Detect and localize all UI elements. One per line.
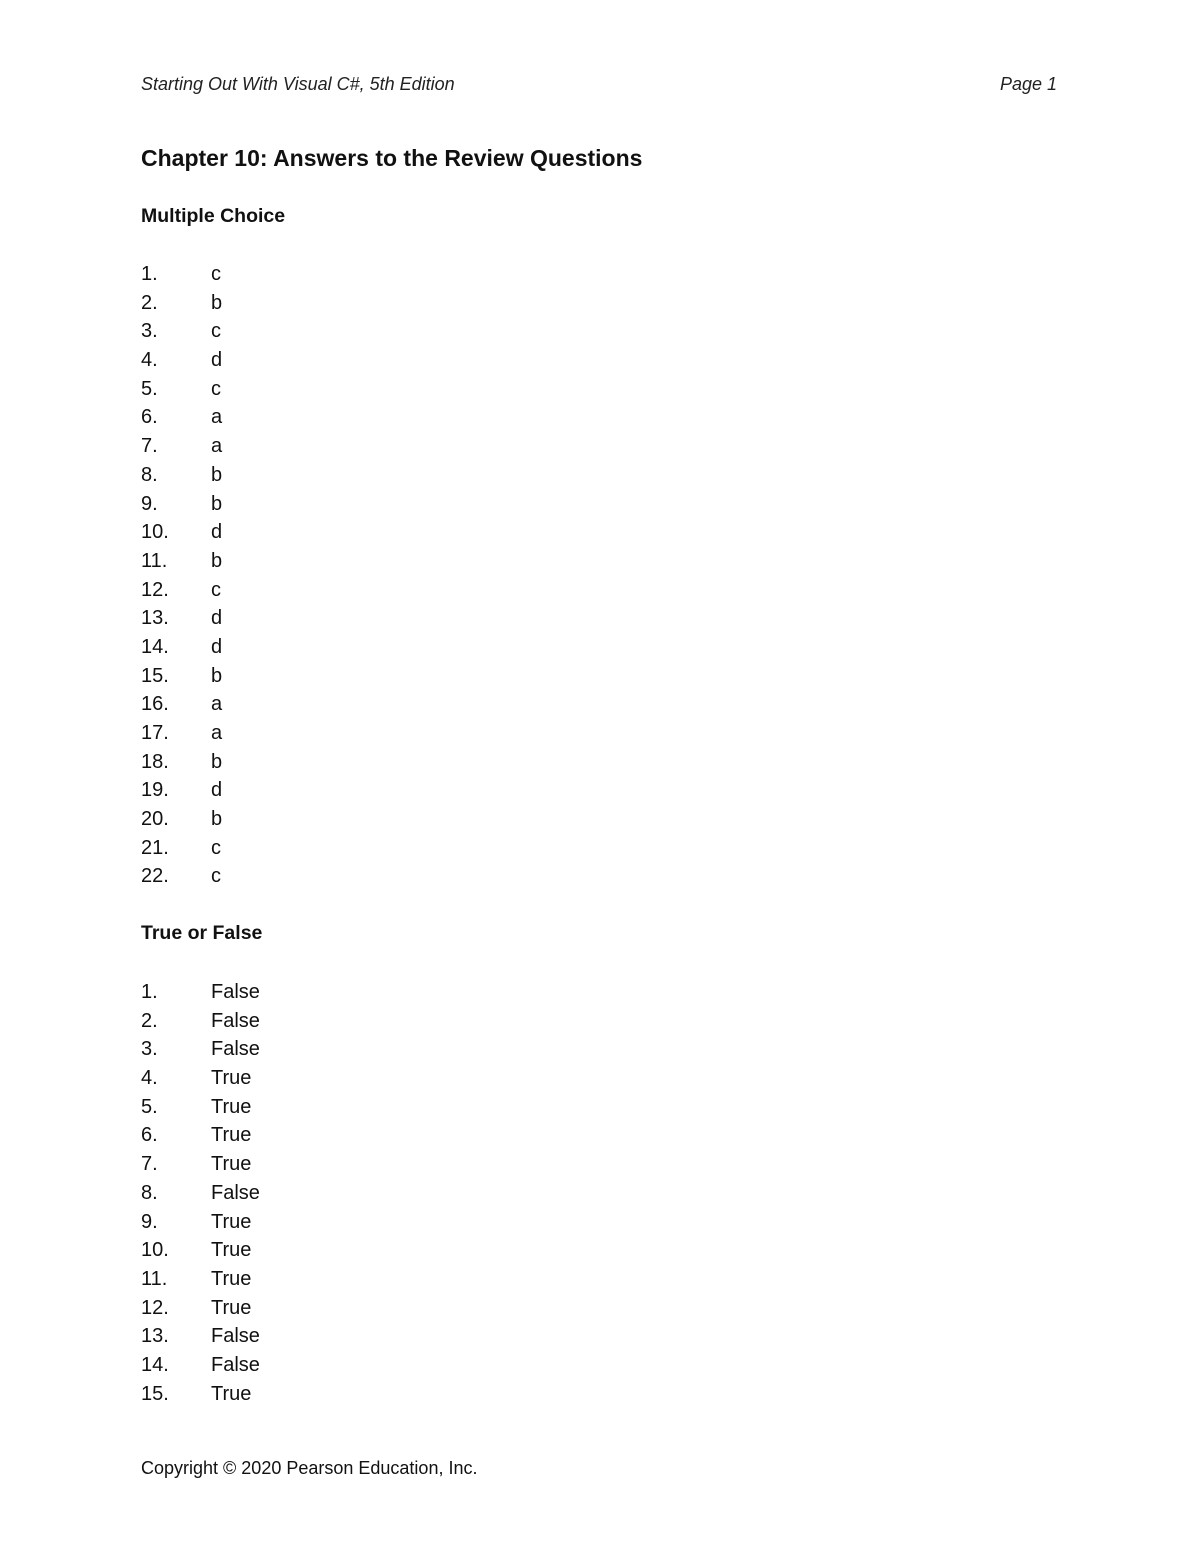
question-number: 14.	[141, 635, 169, 658]
answer-value: c	[211, 263, 221, 285]
answer-row	[141, 1123, 260, 1152]
question-number: 20.	[141, 808, 169, 831]
answer-row	[141, 864, 222, 893]
question-number: 10.	[141, 1239, 169, 1262]
answer-row	[141, 405, 222, 434]
question-number: 12.	[141, 578, 169, 601]
answer-value: True	[211, 1239, 252, 1262]
question-number: 14.	[141, 1353, 169, 1376]
question-number: 18.	[141, 750, 169, 773]
answer-row	[141, 1037, 260, 1066]
multiple-choice-answer-list	[141, 262, 222, 893]
answer-row	[141, 606, 222, 635]
book-title: Starting Out With Visual C#, 5th Edition	[141, 74, 455, 94]
question-number: 6.	[141, 406, 158, 429]
question-number: 11.	[141, 1267, 168, 1290]
true-false-heading: True or False	[141, 922, 263, 944]
answer-row	[141, 721, 222, 750]
answer-value: b	[211, 463, 223, 486]
question-number: 13.	[141, 1325, 169, 1348]
question-number: 9.	[141, 1210, 158, 1233]
question-number: 8.	[141, 1181, 158, 1204]
answer-value: True	[211, 1296, 252, 1319]
answer-value: d	[211, 521, 223, 544]
question-number: 7.	[141, 1153, 158, 1176]
running-header	[141, 74, 1057, 98]
multiple-choice-heading: Multiple Choice	[141, 205, 286, 227]
answer-value: b	[211, 750, 223, 773]
chapter-title: Chapter 10: Answers to the Review Questions	[141, 145, 643, 171]
answer-row	[141, 463, 222, 492]
question-number: 15.	[141, 664, 169, 687]
answer-row	[141, 635, 222, 664]
answer-row	[141, 836, 222, 865]
answer-row	[141, 348, 222, 377]
answer-row	[141, 1267, 260, 1296]
answer-value: False	[211, 1181, 260, 1204]
copyright-notice: Copyright © 2020 Pearson Education, Inc.	[141, 1458, 478, 1478]
answer-row	[141, 1066, 260, 1095]
answer-value: True	[211, 1267, 252, 1290]
question-number: 5.	[141, 377, 158, 400]
question-number: 16.	[141, 693, 169, 716]
answer-value: a	[211, 722, 223, 744]
answer-row	[141, 262, 222, 291]
answer-row	[141, 980, 260, 1009]
answer-value: b	[211, 549, 223, 572]
answer-row	[141, 1353, 260, 1382]
answer-row	[141, 1009, 260, 1038]
question-number: 17.	[141, 722, 169, 744]
answer-value: c	[211, 377, 221, 400]
answer-value: True	[211, 1382, 252, 1405]
answer-row	[141, 291, 222, 320]
answer-value: a	[211, 693, 223, 716]
answer-row	[141, 1296, 260, 1325]
answer-row	[141, 807, 222, 836]
answer-value: b	[211, 808, 223, 831]
question-number: 19.	[141, 779, 169, 802]
question-number: 2.	[141, 1009, 158, 1032]
answer-value: d	[211, 779, 223, 802]
answer-value: True	[211, 1124, 252, 1147]
question-number: 1.	[141, 981, 158, 1003]
answer-row	[141, 664, 222, 693]
question-number: 15.	[141, 1382, 169, 1405]
question-number: 7.	[141, 435, 158, 458]
question-number: 4.	[141, 349, 158, 372]
true-false-answer-list	[141, 980, 260, 1410]
answer-row	[141, 1382, 260, 1411]
question-number: 5.	[141, 1095, 158, 1118]
question-number: 10.	[141, 521, 169, 544]
answer-value: c	[211, 865, 221, 888]
answer-row	[141, 692, 222, 721]
answer-value: c	[211, 320, 221, 343]
question-number: 1.	[141, 263, 158, 285]
answer-row	[141, 434, 222, 463]
answer-value: True	[211, 1210, 252, 1233]
answer-value: c	[211, 836, 221, 859]
answer-value: False	[211, 1038, 260, 1061]
question-number: 6.	[141, 1124, 158, 1147]
answer-row	[141, 549, 222, 578]
page-number: Page 1	[999, 74, 1057, 94]
answer-row	[141, 492, 222, 521]
answer-value: b	[211, 664, 223, 687]
answer-value: False	[211, 1009, 260, 1032]
answer-row	[141, 778, 222, 807]
answer-value: c	[211, 578, 221, 601]
answer-value: True	[211, 1067, 252, 1090]
answer-row	[141, 1210, 260, 1239]
question-number: 3.	[141, 320, 158, 343]
question-number: 3.	[141, 1038, 158, 1061]
answer-row	[141, 1152, 260, 1181]
question-number: 8.	[141, 463, 158, 486]
answer-row	[141, 578, 222, 607]
answer-row	[141, 319, 222, 348]
question-number: 13.	[141, 607, 169, 630]
answer-value: False	[211, 1353, 260, 1376]
answer-value: d	[211, 349, 223, 372]
question-number: 22.	[141, 865, 169, 888]
answer-value: d	[211, 635, 223, 658]
question-number: 2.	[141, 291, 158, 314]
answer-row	[141, 1095, 260, 1124]
answer-row	[141, 1238, 260, 1267]
answer-value: d	[211, 607, 223, 630]
answer-row	[141, 750, 222, 779]
question-number: 12.	[141, 1296, 169, 1319]
answer-value: True	[211, 1153, 252, 1176]
question-number: 11.	[141, 549, 168, 572]
question-number: 21.	[141, 836, 169, 859]
answer-value: False	[211, 1325, 260, 1348]
question-number: 9.	[141, 492, 158, 515]
answer-value: True	[211, 1095, 252, 1118]
answer-row	[141, 377, 222, 406]
answer-value: False	[211, 981, 260, 1003]
answer-value: a	[211, 406, 223, 429]
answer-value: a	[211, 435, 223, 458]
answer-row	[141, 520, 222, 549]
question-number: 4.	[141, 1067, 158, 1090]
answer-row	[141, 1181, 260, 1210]
answer-value: b	[211, 492, 223, 515]
answer-value: b	[211, 291, 223, 314]
answer-row	[141, 1324, 260, 1353]
